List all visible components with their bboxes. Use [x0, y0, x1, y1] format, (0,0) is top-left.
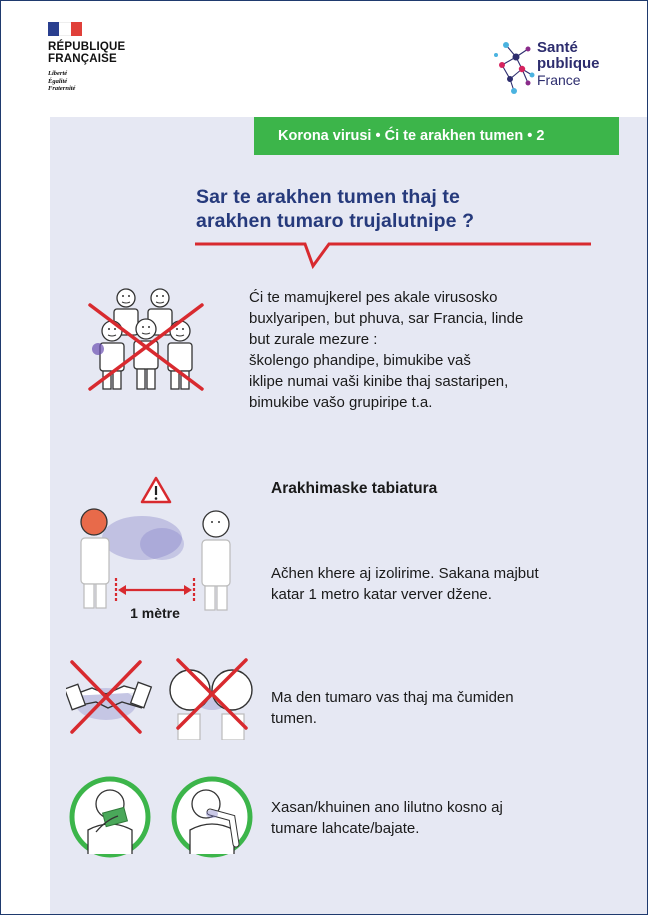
- republique-francaise-logo: [48, 22, 148, 93]
- cough-into-elbow-icon: [66, 774, 256, 860]
- page-title-line1: Sar te arakhen tumen thaj te: [196, 186, 460, 208]
- agency-name-line2: publique: [537, 55, 600, 72]
- sante-publique-france-logo: [492, 33, 622, 103]
- crossed-out-group-icon: [84, 283, 208, 395]
- page-title: [196, 185, 616, 233]
- page-title-line2: arakhen tumaro trujalutnipe ?: [196, 210, 475, 232]
- republique-francaise-name: RÉPUBLIQUE FRANÇAISE: [48, 41, 126, 65]
- warning-icon: [142, 478, 170, 502]
- section-distancing-text: Ačhen khere aj izolirime. Sakana majbut katar 1 metro katar verver džene.: [271, 565, 539, 603]
- section-cough-text: Xasan/khuinen ano lilutno kosno aj tumare lahcate/bajate.: [271, 799, 503, 837]
- agency-name-line1: Santé: [537, 39, 578, 56]
- distance-one-meter-icon: [72, 474, 242, 624]
- agency-name-line3: France: [537, 72, 581, 88]
- molecule-network-icon: [492, 33, 540, 103]
- section-lockdown-text: Ći te mamujkerel pes akale virusosko buxlyaripen, but phuva, sar Francia, linde but zurale mezure : školengo phandipe, bimukibe vaš iklipe numai vaši kinibe thaj sastaripen, bimukibe vašo grupiripe t.a.: [249, 289, 524, 411]
- section-heading-barrier-gestures: Arakhimaske tabiatura: [271, 480, 438, 497]
- republique-francaise-motto: Liberté Égalité Fraternité: [48, 70, 76, 92]
- speech-bubble-underline: [193, 236, 593, 272]
- distance-label: 1 mètre: [130, 605, 180, 621]
- topic-banner: Korona virusi • Ći te arakhen tumen • 2: [254, 117, 619, 155]
- section-no-contact-text: Ma den tumaro vas thaj ma čumiden tumen.: [271, 689, 514, 727]
- no-handshake-no-kiss-icon: [66, 656, 258, 740]
- french-flag-icon: [48, 22, 82, 36]
